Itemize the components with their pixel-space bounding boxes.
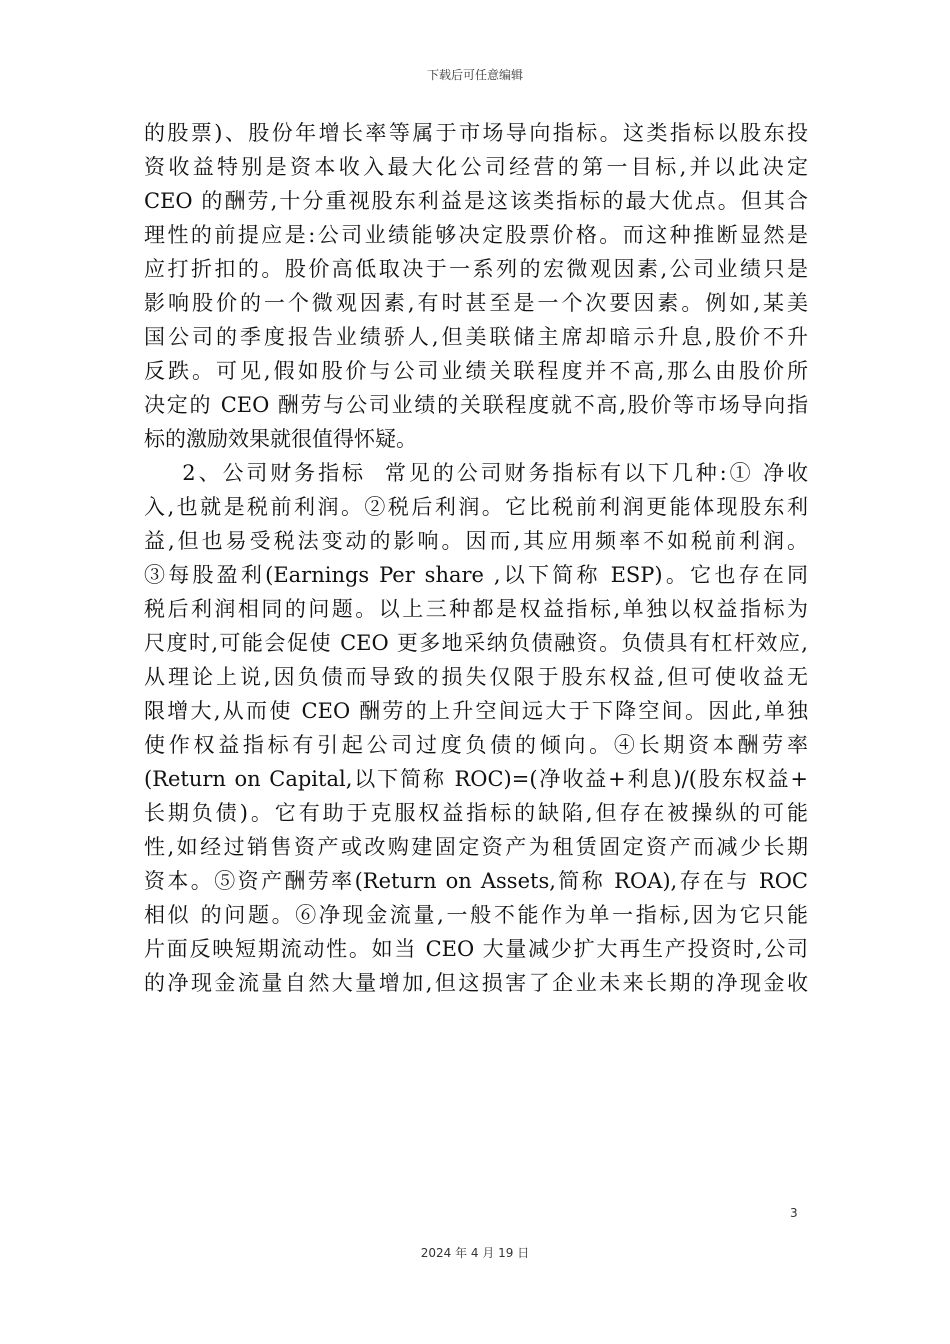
text-line: 使作权益指标有引起公司过度负债的倾向。④长期资本酬劳率 xyxy=(144,733,808,757)
text-line: 的净现金流量自然大量增加,但这损害了企业未来长期的净现金收 xyxy=(144,971,808,995)
text-line: 益,但也易受税法变动的影响。因而,其应用频率不如税前利润。 xyxy=(144,529,808,553)
document-body xyxy=(144,116,808,1000)
page-footer-date: 2024 年 4 月 19 日 xyxy=(420,1246,530,1260)
text-line: 长期负债)。它有助于克服权益指标的缺陷,但存在被操纵的可能 xyxy=(144,801,808,825)
text-line: 决定的 CEO 酬劳与公司业绩的关联程度就不高,股价等市场导向指 xyxy=(144,393,808,417)
text-line: 2、公司财务指标 常见的公司财务指标有以下几种:① 净收 xyxy=(144,461,808,485)
text-line: 资收益特别是资本收入最大化公司经营的第一目标,并以此决定 xyxy=(144,155,808,179)
text-line: 标的激励效果就很值得怀疑。 xyxy=(144,427,417,451)
text-line: ③每股盈利(Earnings Per share ,以下简称 ESP)。它也存在同 xyxy=(144,563,808,587)
text-line: 限增大,从而使 CEO 酬劳的上升空间远大于下降空间。因此,单独 xyxy=(144,699,808,723)
text-line: (Return on Capital,以下简称 ROC)=(净收益+利息)/(股东权益+ xyxy=(144,767,808,791)
text-line: 相似 的问题。⑥净现金流量,一般不能作为单一指标,因为它只能 xyxy=(144,903,808,927)
text-line: 国公司的季度报告业绩骄人,但美联储主席却暗示升息,股价不升 xyxy=(144,325,808,349)
paragraph-1 xyxy=(144,116,808,456)
text-line: 资本。⑤资产酬劳率(Return on Assets,简称 ROA),存在与 ROC xyxy=(144,869,808,893)
text-line: 应打折扣的。股价高低取决于一系列的宏微观因素,公司业绩只是 xyxy=(144,257,808,281)
page-number: 3 xyxy=(790,1206,798,1220)
text-line: 从理论上说,因负债而导致的损失仅限于股东权益,但可使收益无 xyxy=(144,665,808,689)
text-line: 片面反映短期流动性。如当 CEO 大量减少扩大再生产投资时,公司 xyxy=(144,937,808,961)
paragraph-2 xyxy=(144,456,808,1000)
text-line: CEO 的酬劳,十分重视股东利益是这该类指标的最大优点。但其合 xyxy=(144,189,808,213)
text-line: 入,也就是税前利润。②税后利润。它比税前利润更能体现股东利 xyxy=(144,495,808,519)
text-line: 性,如经过销售资产或改购建固定资产为租赁固定资产而减少长期 xyxy=(144,835,808,859)
text-line: 影响股价的一个微观因素,有时甚至是一个次要因素。例如,某美 xyxy=(144,291,808,315)
text-line: 尺度时,可能会促使 CEO 更多地采纳负债融资。负债具有杠杆效应, xyxy=(144,631,808,655)
page-header: 下载后可任意编辑 xyxy=(426,68,523,82)
text-line: 反跌。可见,假如股价与公司业绩关联程度并不高,那么由股价所 xyxy=(144,359,808,383)
text-line: 理性的前提应是:公司业绩能够决定股票价格。而这种推断显然是 xyxy=(144,223,808,247)
text-line: 税后利润相同的问题。以上三种都是权益指标,单独以权益指标为 xyxy=(144,597,808,621)
text-line: 的股票)、股份年增长率等属于市场导向指标。这类指标以股东投 xyxy=(144,121,808,145)
